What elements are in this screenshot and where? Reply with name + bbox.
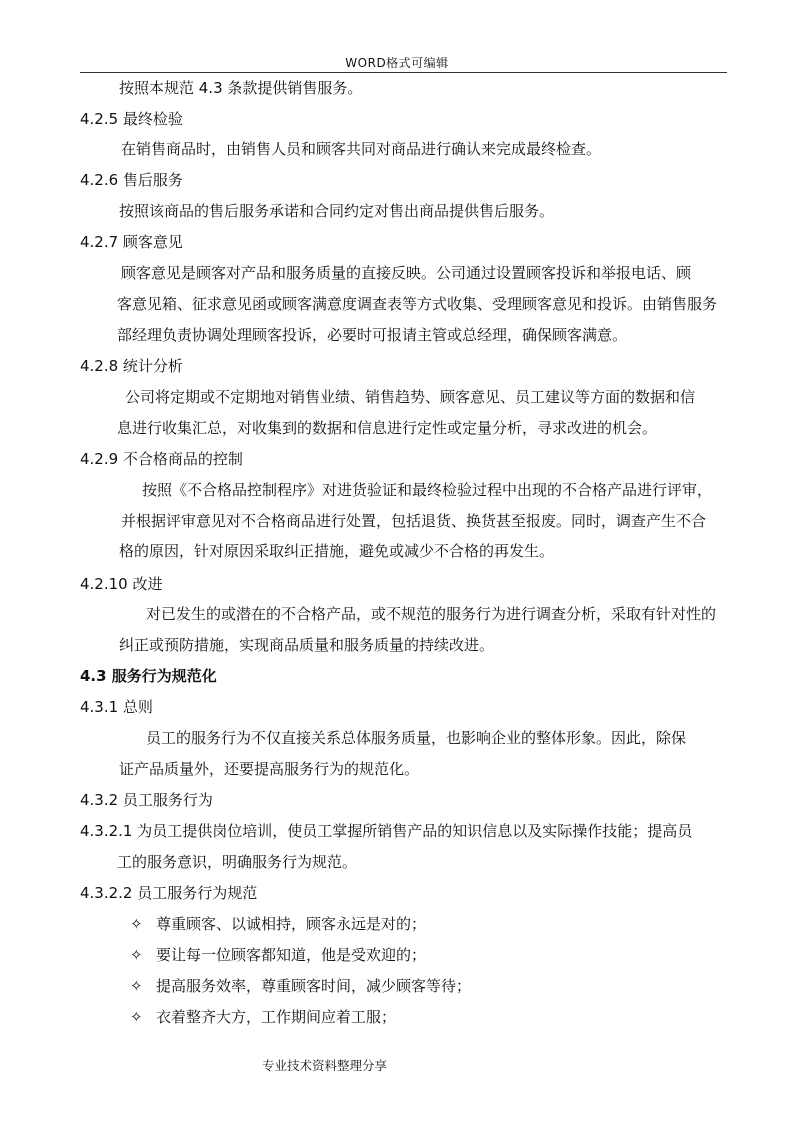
paragraph-line: 4.3.2.1 为员工提供岗位培训，使员工掌握所销售产品的知识信息以及实际操作技能；提高员 — [80, 822, 693, 840]
diamond-bullet-icon: ✧ — [130, 915, 143, 933]
paragraph-line: 并根据评审意见对不合格商品进行处置，包括退货、换货甚至报废。同时，调查产生不合 — [121, 512, 707, 530]
paragraph-line: 对已发生的或潜在的不合格产品，或不规范的服务行为进行调查分析，采取有针对性的 — [146, 605, 717, 623]
section-heading-4-2-10: 4.2.10 改进 — [80, 575, 163, 593]
bullet-text: 提高服务效率，尊重顾客时间，减少顾客等待； — [156, 977, 472, 995]
paragraph-line: 公司将定期或不定期地对销售业绩、销售趋势、顾客意见、员工建议等方面的数据和信 — [125, 388, 696, 406]
section-heading-4-2-5: 4.2.5 最终检验 — [80, 110, 183, 128]
section-heading-4-2-9: 4.2.9 不合格商品的控制 — [80, 450, 243, 468]
section-heading-4-2-8: 4.2.8 统计分析 — [80, 357, 183, 375]
paragraph-line: 客意见箱、征求意见函或顾客满意度调查表等方式收集、受理顾客意见和投诉。由销售服务 — [117, 295, 718, 313]
section-heading-4-3-2-2: 4.3.2.2 员工服务行为规范 — [80, 884, 258, 902]
paragraph-line: 按照《不合格品控制程序》对进货验证和最终检验过程中出现的不合格产品进行评审， — [142, 481, 713, 499]
section-heading-4-3: 4.3 服务行为规范化 — [80, 667, 217, 685]
paragraph-line: 格的原因，针对原因采取纠正措施，避免或减少不合格的再发生。 — [119, 542, 555, 560]
section-heading-4-3-2: 4.3.2 员工服务行为 — [80, 791, 213, 809]
diamond-bullet-icon: ✧ — [130, 946, 143, 964]
bullet-item — [130, 914, 426, 934]
paragraph-line: 在销售商品时，由销售人员和顾客共同对商品进行确认来完成最终检查。 — [121, 140, 602, 158]
bullet-item — [130, 945, 426, 965]
paragraph-line: 工的服务意识，明确服务行为规范。 — [117, 853, 358, 871]
section-heading-4-2-6: 4.2.6 售后服务 — [80, 171, 183, 189]
bullet-item — [130, 976, 471, 996]
header-divider — [80, 72, 727, 73]
paragraph-line: 部经理负责协调处理顾客投诉，必要时可报请主管或总经理，确保顾客满意。 — [117, 326, 628, 344]
bullet-text: 要让每一位顾客都知道，他是受欢迎的； — [156, 946, 427, 964]
diamond-bullet-icon: ✧ — [130, 1008, 143, 1026]
section-heading-4-3-1: 4.3.1 总则 — [80, 698, 153, 716]
footer-text: 专业技术资料整理分享 — [262, 1058, 388, 1073]
paragraph-line: 员工的服务行为不仅直接关系总体服务质量，也影响企业的整体形象。因此，除保 — [146, 729, 687, 747]
paragraph-line: 证产品质量外，还要提高服务行为的规范化。 — [119, 760, 420, 778]
bullet-text: 衣着整齐大方，工作期间应着工服； — [156, 1008, 397, 1026]
bullet-item — [130, 1007, 396, 1027]
paragraph-line: 按照该商品的售后服务承诺和合同约定对售出商品提供售后服务。 — [119, 202, 555, 220]
paragraph-line: 纠正或预防措施，实现商品质量和服务质量的持续改进。 — [119, 636, 495, 654]
section-heading-4-2-7: 4.2.7 顾客意见 — [80, 233, 183, 251]
paragraph-line: 顾客意见是顾客对产品和服务质量的直接反映。公司通过设置顾客投诉和举报电话、顾 — [121, 264, 692, 282]
paragraph-line: 息进行收集汇总，对收集到的数据和信息进行定性或定量分析，寻求改进的机会。 — [117, 419, 658, 437]
bullet-text: 尊重顾客、以诚相持，顾客永远是对的； — [156, 915, 427, 933]
paragraph-line: 按照本规范 4.3 条款提供销售服务。 — [119, 79, 363, 97]
diamond-bullet-icon: ✧ — [130, 977, 143, 995]
page-header: WORD格式可编辑 — [345, 56, 449, 70]
